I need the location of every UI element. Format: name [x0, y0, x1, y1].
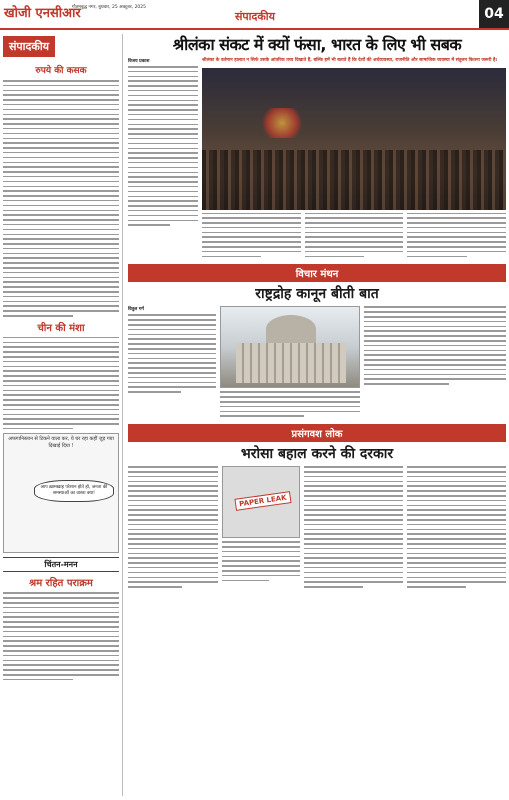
brand-logo: खोजी एनसीआर	[4, 6, 81, 21]
section2-bar: चिंतन-मनन	[3, 557, 119, 572]
supreme-court-photo	[220, 306, 360, 388]
lead-right-col	[202, 58, 506, 260]
main-content	[128, 34, 506, 591]
mid-article	[128, 306, 506, 420]
editorial-column	[3, 34, 123, 796]
lead-left-col	[128, 58, 198, 260]
paper-leak-tag: PAPER LEAK	[234, 491, 291, 511]
mid-byline: वितुल गर्ग	[128, 307, 144, 313]
lead-body-cols	[202, 213, 506, 261]
lead-headline: श्रीलंका संकट में क्यों फंसा, भारत के लिए भी सबक	[172, 35, 462, 54]
prasangvash-ribbon: प्रसंगवश लोक	[128, 424, 506, 442]
lead-byline: विजय प्रकाश	[128, 59, 150, 64]
paper-leak-photo	[222, 466, 300, 538]
cartoon-speech-bubble: आप ख़ामखाह परेशान होते हो, जनता की समस्याओं का वास्ता क्या!	[34, 480, 114, 502]
bottom-article	[128, 466, 506, 591]
masthead	[0, 0, 509, 30]
vichar-manthan-ribbon: विचार मंथन	[128, 264, 506, 282]
section-title: संपादकीय	[234, 10, 276, 23]
dateline: गौतमबुद्ध नगर, बुधवार, 25 अक्टूबर, 2025	[72, 5, 147, 10]
lead-body-col1	[128, 66, 198, 226]
cartoon	[3, 433, 119, 553]
editorial2-headline: चीन की मंशा	[37, 322, 85, 334]
bottom-headline: भरोसा बहाल करने की दरकार	[240, 446, 394, 463]
page-number: 04	[479, 0, 509, 28]
editorial-body	[3, 80, 119, 317]
protest-photo	[202, 68, 506, 210]
lead-deck: श्रीलंका के वर्तमान हालात न सिर्फ उसके आंतरिक तथ्य दिखाते हैं, बल्कि हमें भी बताते हैं कि देशों की अर्थव्यवस्था, राजनीति और सामाजिक व्यवस्था में संतुलन कितना जरूरी है।	[202, 58, 498, 63]
editorial-label: संपादकीय	[3, 36, 55, 57]
lead-article	[128, 58, 506, 260]
editorial-headline: रुपये की कसक	[35, 66, 87, 76]
section2-body	[3, 592, 119, 680]
editorial2-body	[3, 337, 119, 430]
section2-headline: श्रम रहित पराक्रम	[29, 578, 93, 590]
cartoon-caption: अफगानिस्तान से टिकने वाला कर, ये घर रहा कहीं जुड़ गया दिखाई दिया !	[8, 436, 114, 450]
mid-headline: राष्ट्रद्रोह कानून बीती बात	[255, 286, 379, 303]
